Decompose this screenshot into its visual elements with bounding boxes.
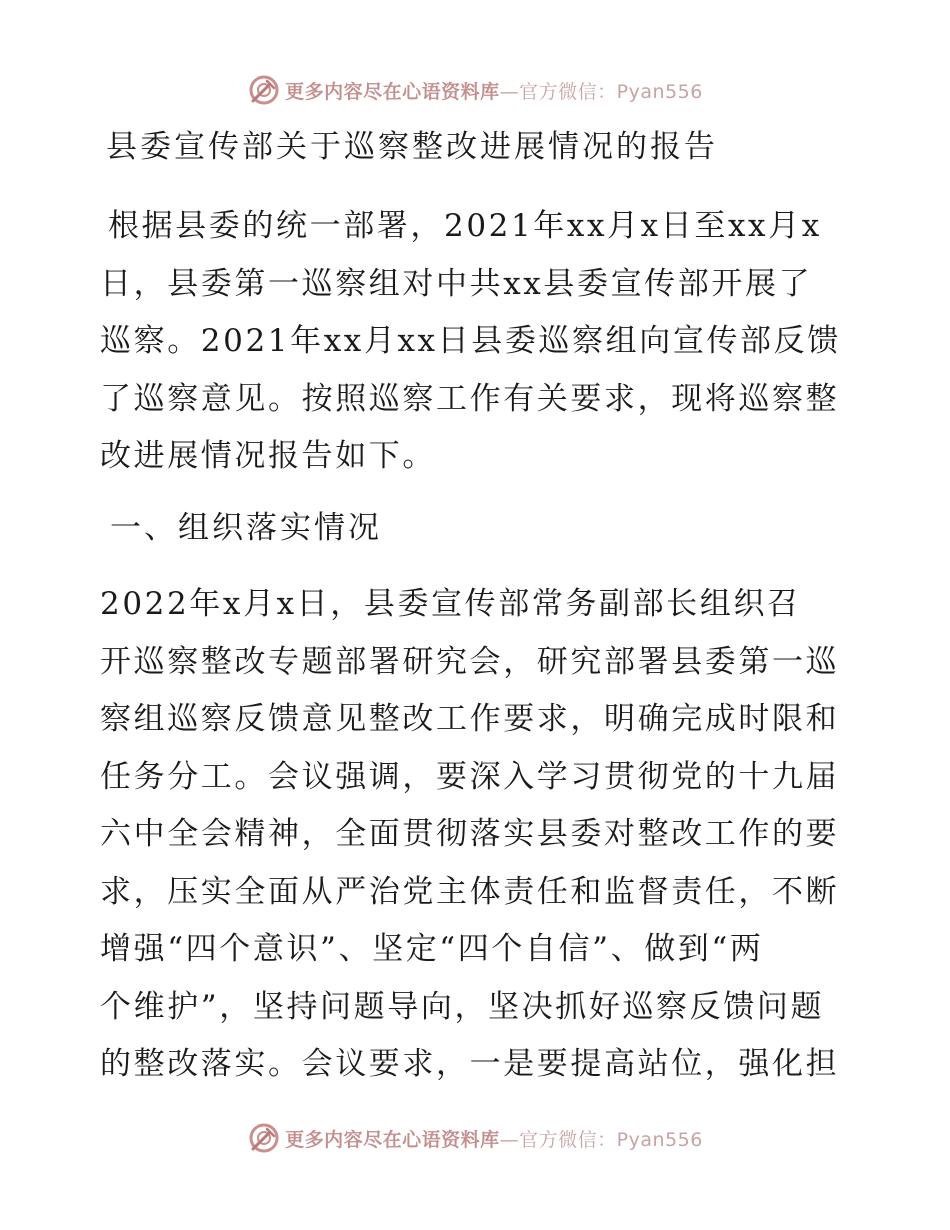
paragraph-intro: [100, 198, 860, 488]
paragraph-line: 任务分工。会议强调，要深入学习贯彻党的十九届: [100, 758, 840, 795]
paragraph-line: 六中全会精神，全面贯彻落实县委对整改工作的要: [100, 816, 840, 852]
brand-logo-icon: [247, 1121, 281, 1155]
watermark-main-text: 更多内容尽在心语资料库: [285, 1128, 500, 1151]
paragraph-line: 增强“四个意识”、坚定“四个自信”、做到“两: [100, 931, 764, 967]
watermark-header: [0, 70, 950, 110]
document-title: 县委宣传部关于巡察整改进展情况的报告: [106, 129, 718, 165]
paragraph-line: 日，县委第一巡察组对中共xx县委宣传部开展了: [100, 265, 813, 302]
watermark-main-text: 更多内容尽在心语资料库: [285, 80, 500, 103]
paragraph-line: 察组巡察反馈意见整改工作要求，明确完成时限和: [100, 701, 840, 737]
watermark-text: [285, 1125, 703, 1152]
watermark-footer: [0, 1118, 950, 1158]
watermark-sub-text: —官方微信：Pyan556: [499, 80, 703, 103]
paragraph-line: 开巡察整改专题部署研究会，研究部署县委第一巡: [100, 643, 840, 680]
paragraph-line: 个维护”，坚持问题导向，坚决抓好巡察反馈问题: [100, 988, 825, 1025]
watermark-text: [285, 77, 703, 104]
paragraph-organization: [100, 576, 860, 1106]
paragraph-line: 求，压实全面从严治党主体责任和监督责任，不断: [100, 873, 840, 910]
paragraph-line: 巡察。2021年xx月xx日县委巡察组向宣传部反馈: [100, 323, 841, 359]
section-heading: 一、组织落实情况: [110, 510, 382, 546]
watermark-sub-text: —官方微信：Pyan556: [499, 1128, 703, 1151]
brand-logo-icon: [247, 73, 281, 107]
paragraph-line: 改进展情况报告如下。: [100, 438, 436, 474]
paragraph-line: 根据县委的统一部署，2021年xx月x日至xx月x: [108, 208, 822, 244]
paragraph-line: 的整改落实。会议要求，一是要提高站位，强化担: [100, 1046, 840, 1082]
paragraph-line: 2022年x月x日，县委宣传部常务副部长组织召: [100, 586, 801, 622]
paragraph-line: 了巡察意见。按照巡察工作有关要求，现将巡察整: [100, 380, 840, 417]
